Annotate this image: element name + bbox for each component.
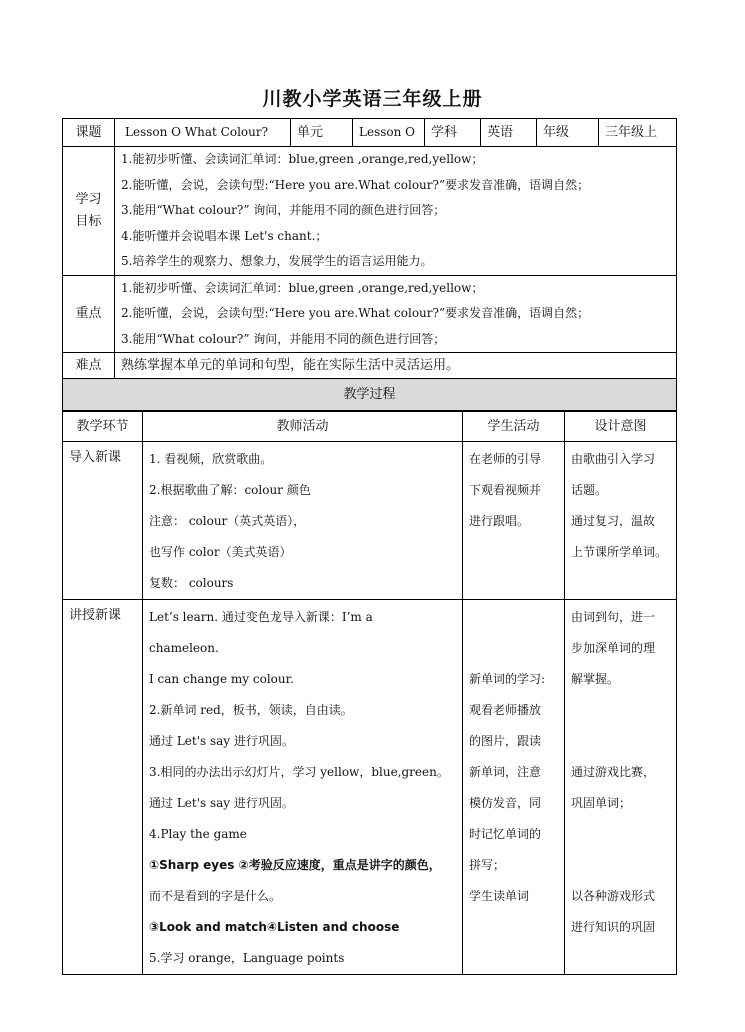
col-teacher: 教师活动: [143, 412, 463, 442]
objective-item: 1.能初步听懂、会读词汇单词：blue,green ,orange,red,yellow；: [121, 152, 484, 166]
objective-item: 2.能听懂，会说，会读句型:“Here you are.What colour?”要求发音准确，语调自然；: [121, 177, 590, 192]
intro-student: 在老师的引导 下观看视频并 进行跟唱。: [463, 442, 565, 600]
grade-label: 年级: [537, 119, 599, 147]
key-point-item: 3.能用“What colour?” 询问，并能用不同的颜色进行回答；: [121, 331, 446, 346]
objective-item: 4.能听懂并会说唱本课 Let's chant.；: [121, 228, 328, 243]
teach-row: [63, 600, 677, 975]
objectives-list: [115, 147, 677, 276]
teach-stage: 讲授新课: [63, 600, 143, 975]
key-points-row: [63, 275, 677, 353]
teach-teacher: Let’s learn. 通过变色龙导入新课：I’m a chameleon. I can change my colour. 2.新单词 red，板书，领读，自由读。 通过 Let's say 进行巩固。 3.相同的办法出示幻灯片，学习 yellow，blue,green。 通过 Let's say 进行巩固。 4.Play the game ①Sharp eyes ②考验反应速度，重点是讲字的颜色， 而不是看到的字是什么。 ③Look and match④Listen and choose 5.学习 orange，Language points: [143, 600, 463, 975]
subject-value: 英语: [481, 119, 537, 147]
intro-intent: 由歌曲引入学习 话题。 通过复习，温故 上节课所学单词。: [565, 442, 677, 600]
intro-row: [63, 442, 677, 600]
subject-label: 学科: [425, 119, 481, 147]
key-point-item: 1.能初步听懂、会读词汇单词：blue,green ,orange,red,yellow；: [121, 280, 484, 295]
difficulty-text: 熟练掌握本单元的单词和句型，能在实际生活中灵活运用。: [115, 353, 677, 379]
objective-item: 5.培养学生的观察力、想象力，发展学生的语言运用能力。: [121, 254, 433, 268]
teach-intent: 由词到句，进一 步加深单词的理 解掌握。 通过游戏比赛， 巩固单词； 以各种游戏形式 进行知识的巩固: [565, 600, 677, 975]
lesson-plan-table: [62, 118, 677, 411]
process-header-row: [63, 379, 677, 411]
process-header: 教学过程: [63, 379, 677, 411]
lesson-label: 课题: [63, 119, 115, 147]
unit-value: Lesson O: [353, 119, 425, 147]
process-table: [62, 411, 677, 975]
col-intent: 设计意图: [565, 412, 677, 442]
objectives-label: 学习 目标: [63, 147, 115, 276]
objective-item: 3.能用“What colour?” 询问，并能用不同的颜色进行回答；: [121, 203, 446, 217]
difficulty-label: 难点: [63, 353, 115, 379]
process-columns: [63, 412, 677, 442]
key-points-label: 重点: [63, 275, 115, 353]
objectives-row: [63, 147, 677, 276]
key-point-item: 2.能听懂，会说，会读句型:“Here you are.What colour?”要求发音准确，语调自然；: [121, 306, 590, 320]
col-stage: 教学环节: [63, 412, 143, 442]
info-row: [63, 119, 677, 147]
intro-stage: 导入新课: [63, 442, 143, 600]
key-points-list: [115, 275, 677, 353]
grade-value: 三年级上: [599, 119, 677, 147]
unit-label: 单元: [291, 119, 353, 147]
lesson-value: Lesson O What Colour?: [115, 119, 291, 147]
col-student: 学生活动: [463, 412, 565, 442]
difficulty-row: [63, 353, 677, 379]
teach-student: 新单词的学习: 观看老师播放 的图片，跟读 新单词，注意 模仿发音，同 时记忆单词的 拼写； 学生读单词: [463, 600, 565, 975]
intro-teacher: 1. 看视频，欣赏歌曲。 2.根据歌曲了解：colour 颜色 注意： colour（英式英语）， 也写作 color（美式英语） 复数： colours: [143, 442, 463, 600]
document-title: 川教小学英语三年级上册: [262, 88, 483, 110]
